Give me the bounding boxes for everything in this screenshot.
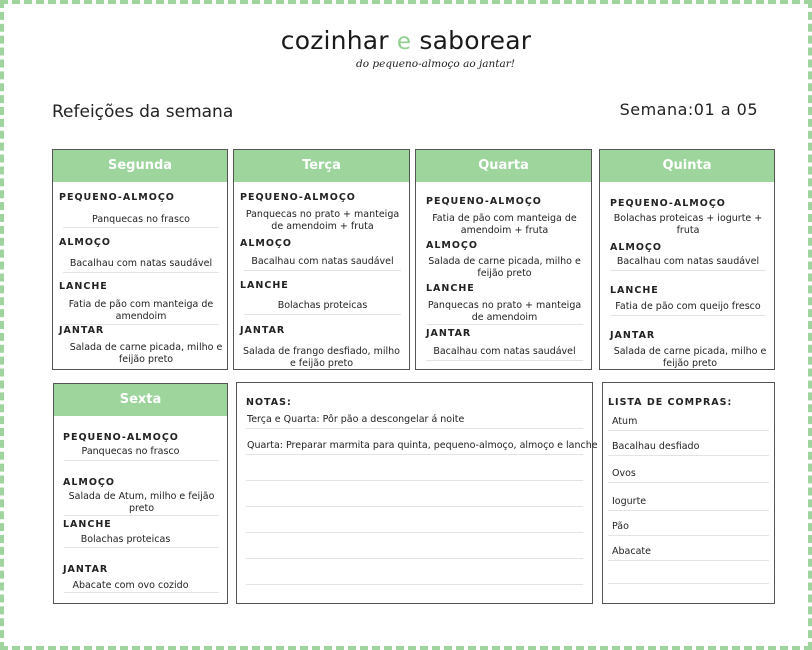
meal-value: Fatia de pão com manteiga de amendoim + fruta [432, 213, 577, 236]
shopping-line [608, 535, 769, 536]
day-card-segunda [52, 149, 228, 370]
meal-value: Bacalhau com natas saudável [251, 256, 394, 267]
divider [63, 272, 219, 273]
day-card-terca [233, 149, 410, 370]
divider [64, 515, 219, 516]
meal-value: Fatia de pão com queijo fresco [615, 301, 761, 312]
shopping-item: Ovos [612, 468, 636, 479]
day-header: Segunda [53, 150, 227, 182]
note-line [246, 584, 583, 585]
note-line [246, 480, 583, 481]
divider [610, 315, 766, 316]
meal-value: Salada de carne picada, milho e feijão preto [69, 342, 223, 365]
meal-value: Bacalhau com natas saudável [69, 258, 213, 269]
day-card-quinta [599, 149, 775, 370]
meal-value: Bolachas proteicas [80, 534, 171, 545]
divider [426, 360, 583, 361]
shopping-line [608, 455, 769, 456]
day-header: Terça [234, 150, 409, 182]
day-header: Quinta [600, 150, 774, 182]
divider [64, 592, 219, 593]
note-item: Quarta: Preparar marmita para quinta, pequeno-almoço, almoço e lanche [247, 440, 598, 451]
shopping-item: Iogurte [612, 496, 647, 507]
meal-label: JANTAR [59, 325, 105, 336]
shopping-line [608, 430, 769, 431]
meal-label: LANCHE [426, 283, 475, 294]
meal-label: LANCHE [610, 285, 659, 296]
meal-label: JANTAR [63, 564, 109, 575]
notes-panel [236, 382, 598, 604]
meal-label: PEQUENO-ALMOÇO [63, 432, 179, 443]
divider [244, 270, 401, 271]
note-line [246, 454, 583, 455]
meal-label: PEQUENO-ALMOÇO [240, 192, 356, 203]
meal-value: Panquecas no prato + manteiga de amendoim + fruta [245, 209, 400, 232]
meal-label: ALMOÇO [426, 240, 478, 251]
meal-value: Abacate com ovo cozido [72, 580, 189, 591]
shopping-item: Abacate [612, 546, 651, 557]
note-line [246, 506, 583, 507]
meal-value: Fatia de pão com manteiga de amendoim [68, 299, 214, 322]
meal-label: LANCHE [63, 519, 112, 530]
meal-value: Salada de frango desfiado, milho e feijão preto [243, 346, 400, 369]
divider [426, 324, 583, 325]
meal-value: Panquecas no frasco [81, 446, 180, 457]
divider [64, 547, 219, 548]
meal-value: Salada de Atum, milho e feijão preto [68, 491, 215, 514]
shopping-list-panel [602, 382, 775, 604]
divider [63, 227, 219, 228]
day-card-quarta [415, 149, 592, 370]
note-item: Terça e Quarta: Pôr pão a descongelar á noite [247, 414, 465, 425]
note-line [246, 558, 583, 559]
meal-value: Salada de carne picada, milho e feijão preto [613, 346, 767, 369]
meal-label: ALMOÇO [63, 477, 115, 488]
meal-label: ALMOÇO [240, 238, 292, 249]
shopping-item: Bacalhau desfiado [612, 441, 700, 452]
divider [610, 270, 766, 271]
day-header: Sexta [54, 384, 227, 416]
meal-label: LANCHE [59, 281, 108, 292]
day-header: Quarta [416, 150, 591, 182]
shopping-line [608, 510, 769, 511]
shopping-line [608, 482, 769, 483]
page-title: Refeições da semana [52, 102, 234, 122]
meal-value: Panquecas no prato + manteiga de amendoim [427, 300, 582, 323]
meal-value: Bolachas proteicas [277, 300, 368, 311]
meal-label: LANCHE [240, 280, 289, 291]
brand-logo [4, 26, 808, 55]
meal-label: JANTAR [610, 330, 656, 341]
meal-label: JANTAR [240, 325, 286, 336]
shopping-line [608, 583, 769, 584]
meal-label: JANTAR [426, 328, 472, 339]
brand-tagline: do pequeno-almoço ao jantar! [356, 58, 515, 70]
brand-word-left: cozinhar [280, 26, 389, 55]
meal-label: PEQUENO-ALMOÇO [426, 196, 542, 207]
meal-label: PEQUENO-ALMOÇO [610, 198, 726, 209]
divider [64, 460, 219, 461]
shopping-item: Atum [612, 416, 638, 427]
day-card-sexta [53, 383, 228, 604]
meal-value: Bacalhau com natas saudável [616, 256, 760, 267]
meal-value: Salada de carne picada, milho e feijão preto [428, 256, 581, 279]
meal-value: Bacalhau com natas saudável [433, 346, 576, 357]
meal-label: ALMOÇO [59, 237, 111, 248]
shopping-item: Pão [612, 521, 629, 532]
note-line [246, 532, 583, 533]
divider [244, 314, 401, 315]
meal-label: PEQUENO-ALMOÇO [59, 192, 175, 203]
notes-title: NOTAS: [246, 397, 292, 408]
meal-label: ALMOÇO [610, 242, 662, 253]
brand-word-right: saborear [419, 26, 532, 55]
meal-value: Bolachas proteicas + iogurte + fruta [613, 213, 763, 236]
shopping-line [608, 560, 769, 561]
shopping-list-title: LISTA DE COMPRAS: [608, 397, 733, 408]
note-line [246, 428, 583, 429]
brand-amp: e [396, 29, 412, 55]
meal-value: Panquecas no frasco [92, 214, 190, 225]
week-label: Semana:01 a 05 [619, 100, 758, 119]
